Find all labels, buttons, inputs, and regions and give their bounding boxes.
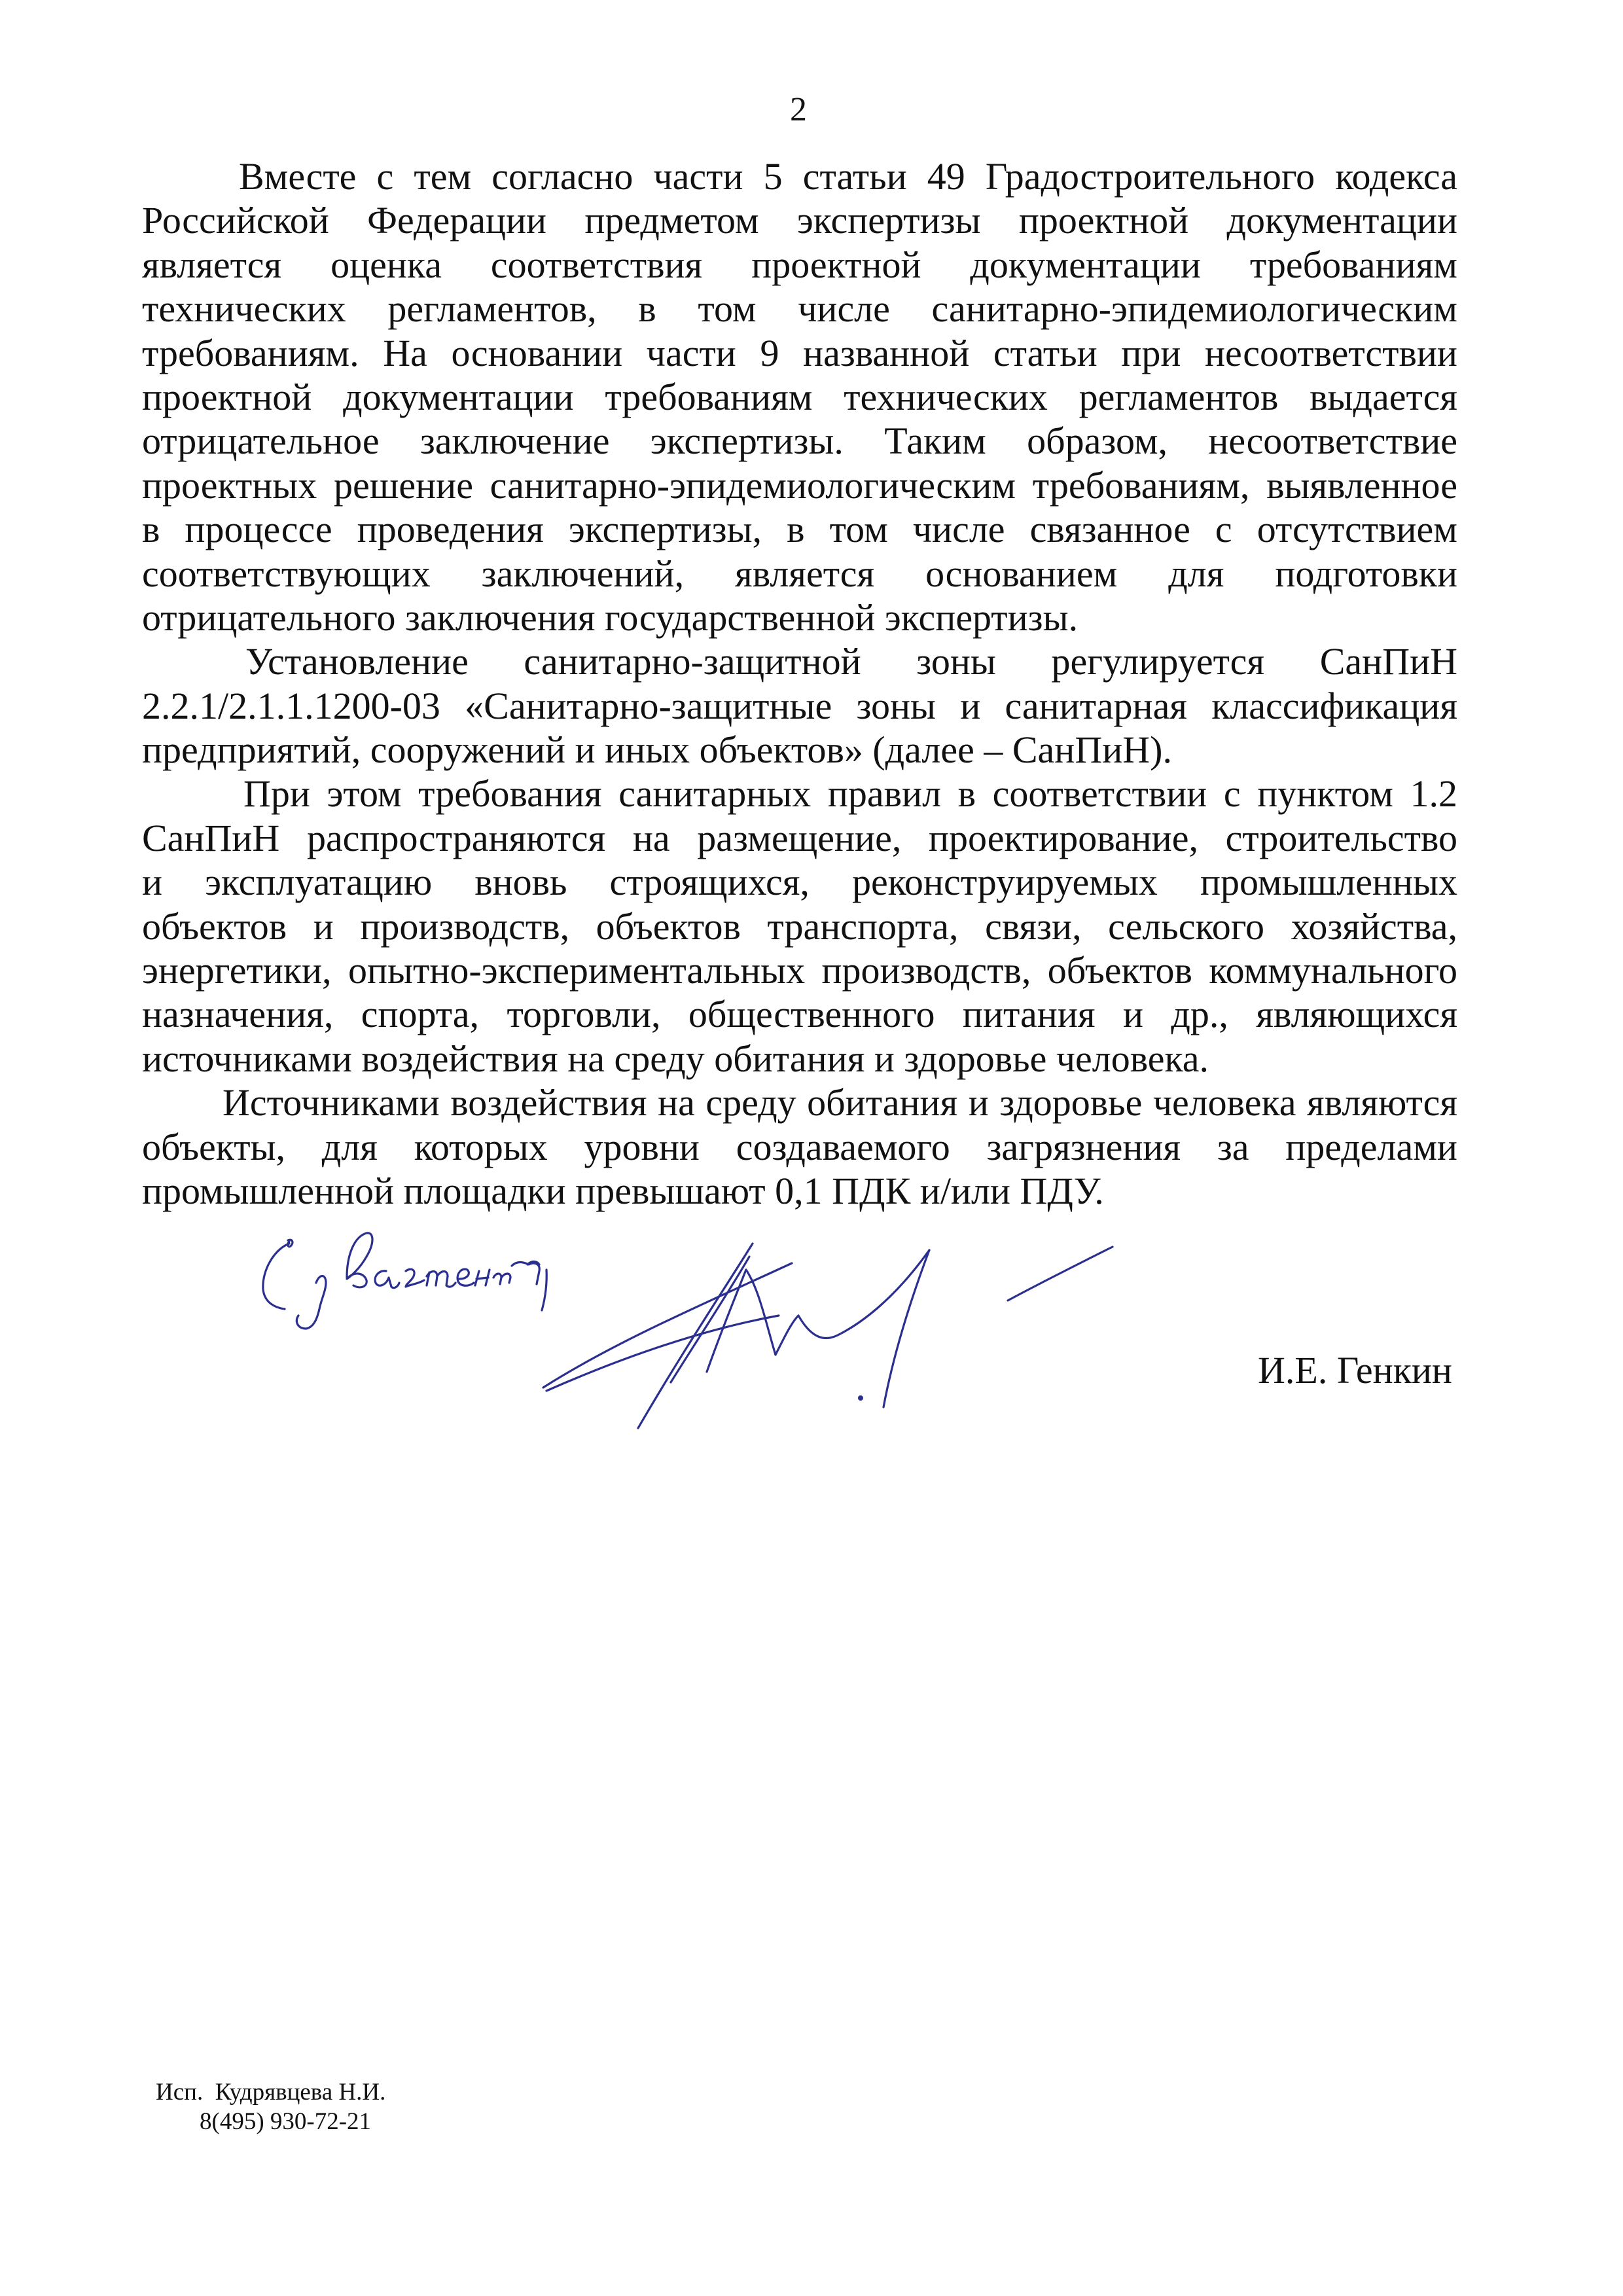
text-line: назначения, спорта, торговли, общественного питания и др., являющихся <box>142 993 1458 1036</box>
text-line: отрицательное заключение экспертизы. Таким образом, несоответствие <box>142 420 1457 463</box>
handwriting-stroke <box>542 1270 546 1310</box>
signature-stroke <box>546 1316 779 1391</box>
text-line: соответствующих заключений, является основанием для подготовки <box>142 552 1457 595</box>
signature-stroke <box>1008 1247 1113 1300</box>
paragraph-impact-sources <box>142 1081 1457 1213</box>
text-line: требованиям. На основании части 9 названной статьи при несоответствии <box>142 331 1457 374</box>
signature-stroke <box>638 1244 753 1428</box>
text-line: технических регламентов, в том числе санитарно-эпидемиологическим <box>142 287 1457 331</box>
signer-name: И.Е. Генкин <box>1258 1349 1452 1391</box>
signature-stroke <box>543 1263 792 1388</box>
handwriting-stroke <box>512 1262 539 1285</box>
text-line: 2.2.1/2.1.1.1200-03 «Санитарно-защитные зоны и санитарная классификация <box>142 684 1457 727</box>
text-line: СанПиН распространяются на размещение, проектирование, строительство <box>142 816 1458 859</box>
page-number: 2 <box>790 91 807 128</box>
text-line: проектных решение санитарно-эпидемиологическим требованиям, выявленное <box>142 463 1457 507</box>
text-line: энергетики, опытно-экспериментальных производств, объектов коммунального <box>142 949 1457 992</box>
text-line: проектной документации требованиям технических регламентов выдается <box>142 375 1457 418</box>
text-line: Вместе с тем согласно части 5 статьи 49 Градостроительного кодекса <box>239 155 1458 198</box>
text-line: объекты, для которых уровни создаваемого загрязнения за пределами <box>142 1125 1457 1168</box>
text-line: Источниками воздействия на среду обитания и здоровье человека являются <box>223 1081 1457 1124</box>
handwriting-stroke <box>263 1244 289 1309</box>
paragraph-expertise-subject <box>142 154 1457 639</box>
handwriting-stroke <box>347 1233 372 1287</box>
text-line: объектов и производств, объектов транспорта, связи, сельского хозяйства, <box>142 905 1457 948</box>
text-line: промышленной площадки превышают 0,1 ПДК и/или ПДУ. <box>142 1169 1104 1212</box>
executor-phone: 8(495) 930-72-21 <box>200 2108 372 2135</box>
text-line: предприятий, сооружений и иных объектов» (далее – СанПиН). <box>142 728 1172 772</box>
signature-stroke <box>746 1250 929 1355</box>
handwriting-stroke <box>427 1272 455 1287</box>
text-line: в процессе проведения экспертизы, в том числе связанное с отсутствием <box>142 508 1457 551</box>
signature-dot <box>858 1395 863 1401</box>
executor-name: Исп. Кудрявцева Н.И. <box>156 2079 386 2106</box>
text-line: Установление санитарно-защитной зоны регулируется СанПиН <box>245 640 1458 683</box>
signature-stroke <box>883 1250 929 1407</box>
handwriting-stroke <box>406 1269 424 1287</box>
signature-ink <box>263 1233 1113 1428</box>
text-line: является оценка соответствия проектной документации требованиям <box>142 243 1457 286</box>
text-line: источниками воздействия на среду обитания и здоровье человека. <box>142 1037 1209 1080</box>
paragraph-sanpin-scope <box>142 772 1457 1081</box>
executor-info <box>156 2077 385 2136</box>
paragraph-sanitary-zone <box>142 639 1457 772</box>
signature-block <box>249 1224 1492 1460</box>
handwriting-stroke <box>457 1269 474 1285</box>
handwriting-stroke <box>493 1274 510 1284</box>
handwriting-stroke <box>375 1271 399 1288</box>
text-line: При этом требования санитарных правил в соответствии с пунктом 1.2 <box>243 772 1457 816</box>
text-line: отрицательного заключения государственной экспертизы. <box>142 596 1079 639</box>
letter-body <box>142 154 1457 1213</box>
text-line: Российской Федерации предметом экспертизы проектной документации <box>142 199 1457 242</box>
handwriting-stroke <box>475 1270 490 1285</box>
text-line: и эксплуатацию вновь строящихся, реконструируемых промышленных <box>142 861 1457 904</box>
handwritten-signature <box>249 1224 1270 1460</box>
handwriting-stroke <box>296 1276 326 1329</box>
